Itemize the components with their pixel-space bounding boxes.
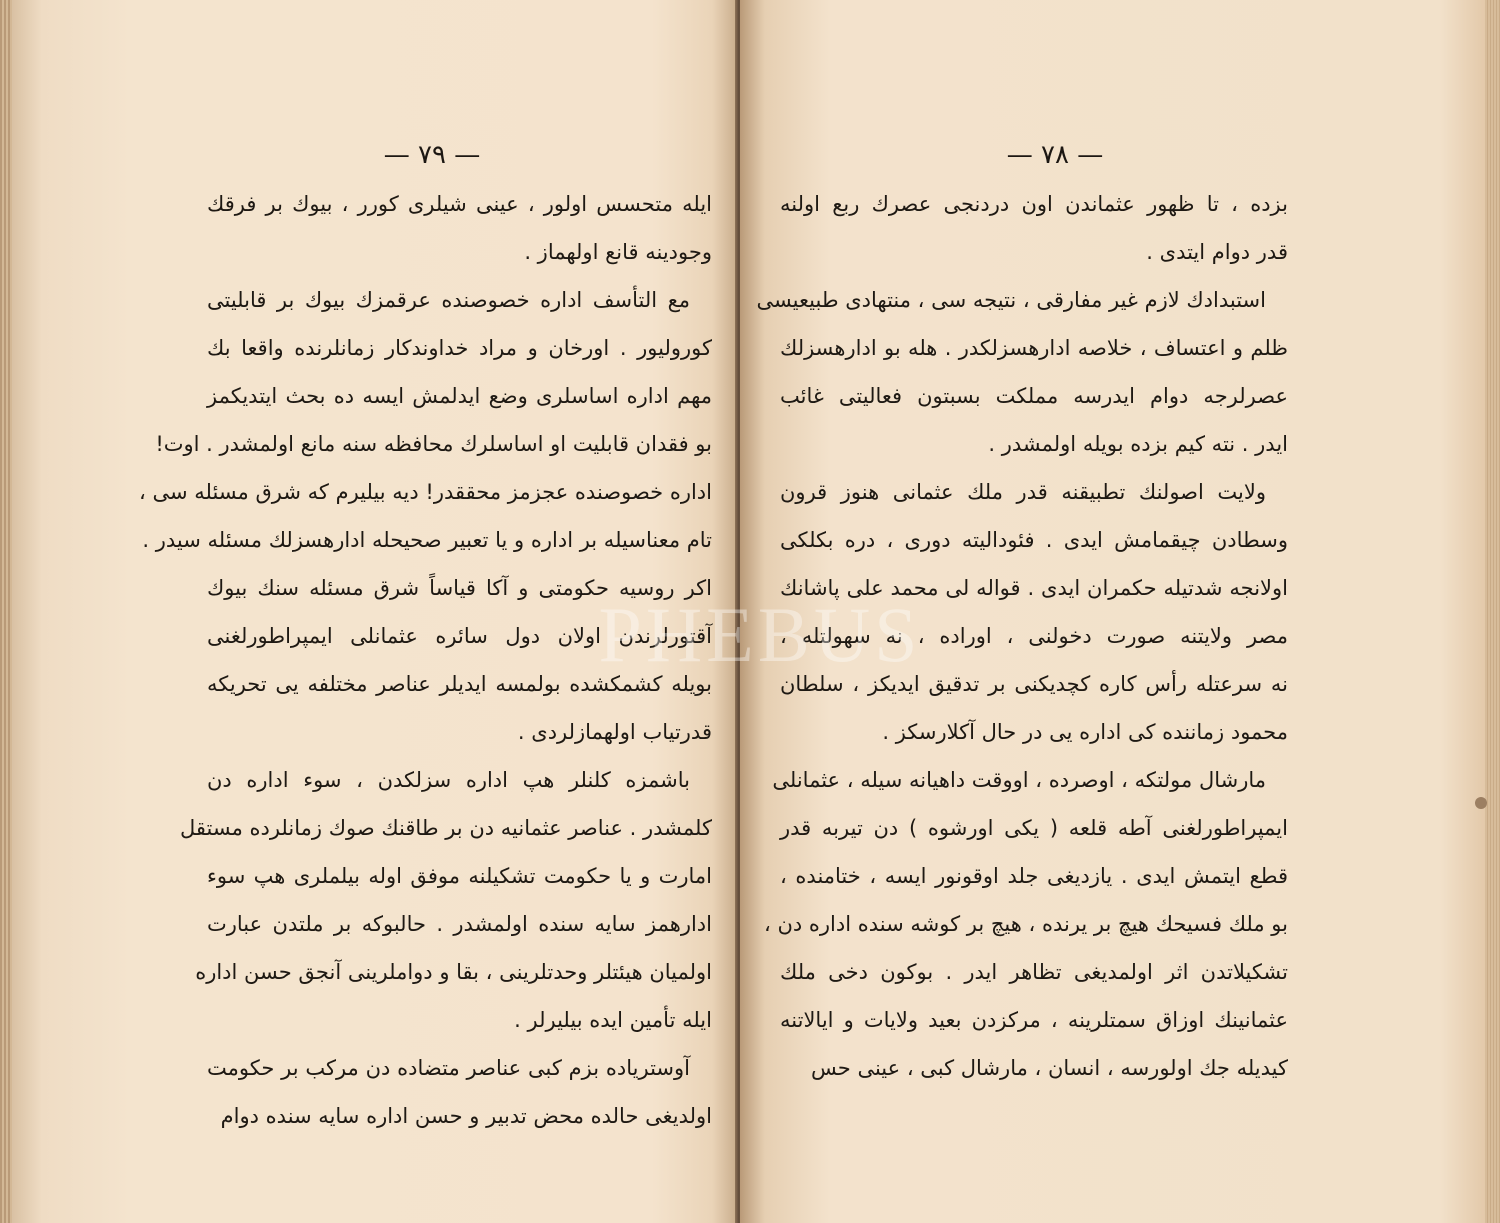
text-line: مهم اداره اساسلری وضع ایدلمش ایسه ده بحث ایتدیکمز <box>207 384 712 408</box>
text-line: مارشال مولتکه ، اوصرده ، اووقت داهیانه سیله ، عثمانلی <box>772 768 1266 792</box>
text-line: مصر ولایتنه صورت دخولنی ، اوراده ، نه سهولتله ، <box>780 624 1288 648</box>
page-number: — ٧٨ — <box>1006 140 1104 170</box>
text-line: قدرتیاب اولهمازلردی . <box>517 720 712 744</box>
text-line: وسطادن چیقمامش ایدی . فئودالیته دوری ، دره بکلکی <box>780 528 1288 552</box>
text-line: اکر روسیه حکومتی و آکا قیاساً شرق مسئله سنك بیوك <box>207 576 712 600</box>
text-line: ظلم و اعتساف ، خلاصه ادارهسزلکدر . هله بو ادارهسزلك <box>780 336 1288 360</box>
text-line: قطع ایتمش ایدی . یازدیغی جلد اوقونور ایسه ، ختامنده ، <box>780 864 1288 888</box>
page-stack-edge-right <box>1485 0 1500 1223</box>
text-line: نه سرعتله رأس کاره کچدیکنی بر تدقیق ایدیکز ، سلطان <box>780 672 1288 696</box>
text-line: امارت و یا حکومت تشکیلنه موفق اوله بیلملری هپ سوء <box>207 864 712 888</box>
text-line: ایدر . نته کیم بزده بویله اولمشدر . <box>988 432 1288 456</box>
text-line: کیدیله جك اولورسه ، انسان ، مارشال کبی ، عینی حس <box>811 1056 1288 1080</box>
text-line: ایمپراطورلغنی آطه قلعه ( یکی اورشوه ) دن تیربه قدر <box>780 816 1288 840</box>
body-text <box>139 180 712 1140</box>
text-line: آقتورلرندن اولان دول سائره عثمانلی ایمپراطورلغنی <box>207 624 712 648</box>
text-line: وجودینه قانع اولهماز . <box>524 240 712 264</box>
text-line: ایله تأمین ایده بیلیرلر . <box>514 1008 712 1032</box>
text-line: تام معناسیله بر اداره و یا تعبیر صحیحله ادارهسزلك مسئله سیدر . <box>142 528 712 552</box>
left-page <box>12 0 737 1223</box>
text-line: ایله متحسس اولور ، عینی شیلری کورر ، بیوك بر فرقك <box>207 192 712 216</box>
text-line: بو فقدان قابلیت او اساسلرك محافظه سنه مانع اولمشدر . اوت! <box>155 432 712 456</box>
text-line: کلمشدر . عناصر عثمانیه دن بر طاقنك صوك زمانلرده مستقل <box>179 816 712 840</box>
text-line: باشمزه کلنلر هپ اداره سزلکدن ، سوء اداره دن <box>207 768 690 792</box>
text-line: ادارهمز سایه سنده اولمشدر . حالبوکه بر ملتدن عبارت <box>207 912 712 936</box>
text-line: اولدیغی حالده محض تدبیر و حسن اداره سایه سنده دوام <box>220 1104 712 1128</box>
text-line: قدر دوام ایتدی . <box>1146 240 1288 264</box>
text-line: اولمیان هیئتلر وحدتلرینی ، بقا و دواملرینی آنجق حسن اداره <box>195 960 712 984</box>
right-page <box>740 0 1485 1223</box>
text-line: تشکیلاتدن اثر اولمدیغی تظاهر ایدر . بوکون دخی ملك <box>780 960 1288 984</box>
page-stack-edge-left <box>0 0 12 1223</box>
text-line: بویله کشمکشده بولمسه ایدیلر عناصر مختلفه یی تحریکه <box>207 672 712 696</box>
text-line: آوستریاده بزم کبی عناصر متضاده دن مرکب بر حکومت <box>207 1056 690 1080</box>
text-line: عصرلرجه دوام ایدرسه مملکت بسبتون فعالیتی غائب <box>780 384 1288 408</box>
text-line: ولایت اصولنك تطبیقنه قدر ملك عثمانی هنوز قرون <box>780 480 1266 504</box>
text-line: اولانجه شدتیله حکمران ایدی . قواله لی محمد علی پاشانك <box>780 576 1288 600</box>
text-line: کورولیور . اورخان و مراد خداوندکار زمانلرنده واقعا بك <box>207 336 712 360</box>
text-line: استبدادك لازم غیر مفارقی ، نتیجه سی ، منتهادی طبیعیسی <box>756 288 1266 312</box>
text-line: اداره خصوصنده عجزمز محققدر! دیه بیلیرم که شرق مسئله سی ، <box>139 480 712 504</box>
watermark: PHEBUS <box>598 591 922 678</box>
paper-stain <box>1475 797 1487 809</box>
page-number: — ٧٩ — <box>383 140 481 170</box>
text-line: مع التأسف اداره خصوصنده عرقمزك بیوك بر قابلیتی <box>207 288 690 312</box>
text-line: محمود زماننده کی اداره یی در حال آکلارسکز . <box>882 720 1288 744</box>
text-line: بو ملك فسیحك هیچ بر یرنده ، هیچ بر کوشه سنده اداره دن ، <box>764 912 1288 936</box>
text-line: بزده ، تا ظهور عثماندن اون دردنجی عصرك ربع اولنه <box>780 192 1288 216</box>
text-line: عثمانینك اوزاق سمتلرینه ، مرکزدن بعید ولایات و ایالاتنه <box>780 1008 1288 1032</box>
